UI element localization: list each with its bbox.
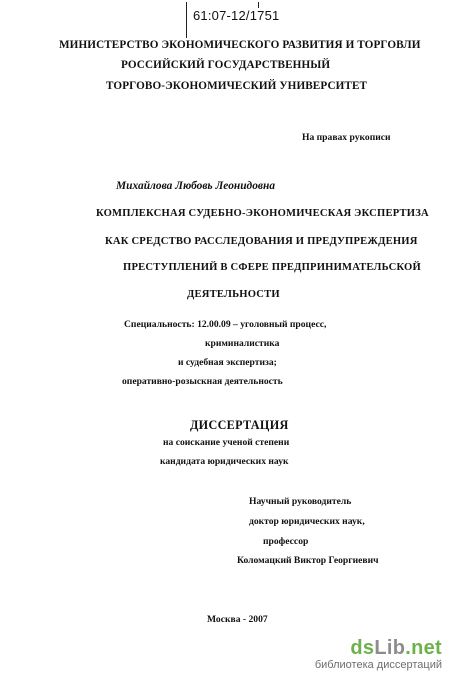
title-line-1: КОМПЛЕКСНАЯ СУДЕБНО-ЭКОНОМИЧЕСКАЯ ЭКСПЕРТИЗА <box>96 208 429 219</box>
country-heading: РОССИЙСКИЙ ГОСУДАРСТВЕННЫЙ <box>121 59 331 71</box>
logo-part-lib: Lib <box>374 637 406 659</box>
stamp-code: 61:07-12/1751 <box>193 8 280 23</box>
specialty-line-2: криминалистика <box>205 338 280 349</box>
supervisor-line-1: Научный руководитель <box>249 496 352 507</box>
university-heading: ТОРГОВО-ЭКОНОМИЧЕСКИЙ УНИВЕРСИТЕТ <box>106 80 368 92</box>
title-line-2: КАК СРЕДСТВО РАССЛЕДОВАНИЯ И ПРЕДУПРЕЖДЕНИЯ <box>105 236 418 247</box>
stamp-frame-left <box>186 2 189 38</box>
title-line-3: ПРЕСТУПЛЕНИЙ В СФЕРЕ ПРЕДПРИНИМАТЕЛЬСКОЙ <box>123 262 421 273</box>
rights-note: На правах рукописи <box>302 132 391 143</box>
degree-line-2: кандидата юридических наук <box>160 456 289 467</box>
author-name: Михайлова Любовь Леонидовна <box>116 180 276 192</box>
logo-part-ds: ds <box>350 637 375 659</box>
logo-part-net: .net <box>405 637 442 659</box>
specialty-line-3: и судебная экспертиза; <box>178 357 277 368</box>
dslib-logo <box>315 638 442 658</box>
supervisor-line-4: Коломацкий Виктор Георгиевич <box>237 555 379 566</box>
specialty-line-4: оперативно-розыскная деятельность <box>122 376 283 387</box>
title-line-4: ДЕЯТЕЛЬНОСТИ <box>187 289 280 300</box>
specialty-line-1: Специальность: 12.00.09 – уголовный процесс, <box>124 319 327 330</box>
dslib-watermark <box>315 638 442 671</box>
supervisor-line-2: доктор юридических наук, <box>249 516 365 527</box>
place-year: Москва - 2007 <box>207 614 268 625</box>
ministry-heading: МИНИСТЕРСТВО ЭКОНОМИЧЕСКОГО РАЗВИТИЯ И ТОРГОВЛИ <box>59 39 421 51</box>
logo-tagline: библиотека диссертаций <box>314 659 442 671</box>
degree-line-1: на соискание ученой степени <box>163 437 290 448</box>
supervisor-line-3: профессор <box>263 536 309 547</box>
dissertation-heading: ДИССЕРТАЦИЯ <box>190 418 289 432</box>
